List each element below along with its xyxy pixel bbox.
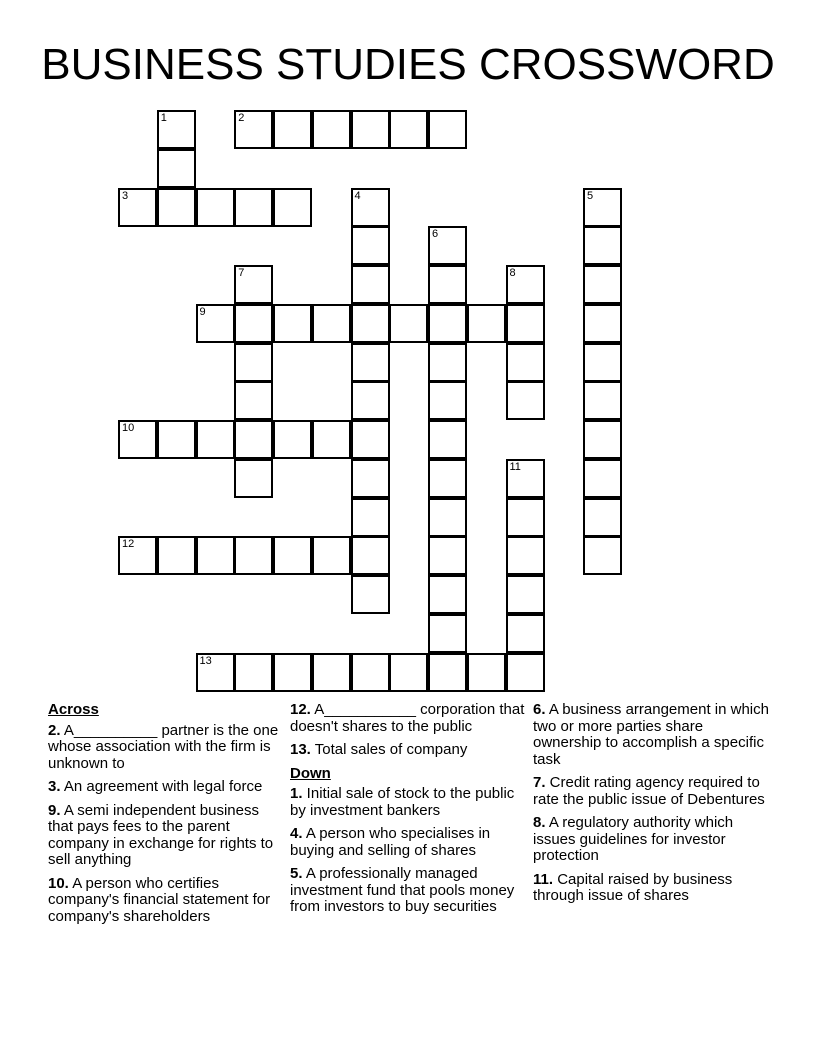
grid-cell[interactable]	[351, 536, 390, 575]
clue-across-3	[48, 779, 283, 796]
clue-down-6	[533, 702, 773, 768]
clue-down-7	[533, 775, 773, 808]
clue-text: A person who certifies company's financial statement for company's shareholders	[48, 874, 271, 925]
grid-cell[interactable]	[157, 420, 196, 459]
grid-cell[interactable]	[583, 498, 622, 537]
clue-text: A__________ partner is the one whose association with the firm is unknown to	[48, 721, 279, 772]
grid-cell[interactable]	[583, 459, 622, 498]
grid-cell[interactable]	[506, 498, 545, 537]
grid-cell[interactable]	[428, 304, 467, 343]
grid-cell[interactable]	[118, 536, 157, 575]
clue-number: 3.	[48, 778, 61, 795]
grid-cell[interactable]	[583, 381, 622, 420]
grid-cell[interactable]	[351, 343, 390, 382]
grid-cell[interactable]	[506, 459, 545, 498]
clue-across-10	[48, 876, 283, 926]
grid-cell[interactable]	[583, 226, 622, 265]
clue-number-label: 12	[122, 538, 135, 551]
page-title: BUSINESS STUDIES CROSSWORD	[41, 40, 775, 89]
clue-text: A regulatory authority which issues guidelines for investor protection	[533, 814, 734, 864]
clue-number: 4.	[290, 825, 303, 842]
clue-number-label: 11	[509, 460, 521, 473]
grid-cell[interactable]	[234, 653, 273, 692]
clue-number-label: 4	[354, 189, 361, 202]
grid-cell[interactable]	[428, 459, 467, 498]
down-heading: Down	[290, 764, 331, 782]
grid-cell[interactable]	[351, 459, 390, 498]
grid-cell[interactable]	[428, 110, 467, 149]
clue-across-12	[290, 702, 526, 735]
clue-number: 6.	[533, 701, 546, 718]
grid-cell[interactable]	[506, 265, 545, 304]
grid-cell[interactable]	[196, 188, 235, 227]
clue-across-9	[48, 803, 283, 869]
grid-cell[interactable]	[583, 420, 622, 459]
grid-cell[interactable]	[118, 188, 157, 227]
grid-cell[interactable]	[312, 110, 351, 149]
clues-column-1	[48, 702, 283, 932]
clue-down-4	[290, 826, 526, 859]
grid-cell[interactable]	[234, 420, 273, 459]
clues-column-2	[290, 702, 526, 923]
clue-text: A business arrangement in which two or more parties share ownership to accomplish a specific task	[533, 701, 769, 768]
grid-cell[interactable]	[351, 653, 390, 692]
clue-text: Initial sale of stock to the public by investment bankers	[290, 785, 515, 819]
grid-cell[interactable]	[428, 575, 467, 614]
grid-cell[interactable]	[389, 304, 428, 343]
grid-cell[interactable]	[351, 188, 390, 227]
grid-cell[interactable]	[428, 226, 467, 265]
grid-cell[interactable]	[351, 226, 390, 265]
grid-cell[interactable]	[467, 304, 506, 343]
grid-cell[interactable]	[351, 265, 390, 304]
clue-across-13	[290, 742, 526, 759]
clue-number: 8.	[533, 814, 546, 831]
grid-cell[interactable]	[312, 304, 351, 343]
grid-cell[interactable]	[506, 381, 545, 420]
grid-cell[interactable]	[234, 110, 273, 149]
grid-cell[interactable]	[428, 343, 467, 382]
grid-cell[interactable]	[312, 420, 351, 459]
clue-number: 13.	[290, 741, 311, 758]
grid-cell[interactable]	[351, 575, 390, 614]
grid-cell[interactable]	[583, 343, 622, 382]
grid-cell[interactable]	[506, 653, 545, 692]
clue-number: 7.	[533, 774, 546, 791]
grid-cell[interactable]	[506, 536, 545, 575]
grid-cell[interactable]	[583, 188, 622, 227]
grid-cell[interactable]	[234, 188, 273, 227]
grid-cell[interactable]	[157, 536, 196, 575]
clue-text: A___________ corporation that doesn't shares to the public	[290, 701, 525, 735]
grid-cell[interactable]	[273, 304, 312, 343]
clue-text: A professionally managed investment fund that pools money from investors to buy securities	[290, 865, 515, 915]
grid-cell[interactable]	[583, 304, 622, 343]
clue-across-2	[48, 723, 283, 773]
clue-text: Total sales of company	[310, 741, 468, 758]
grid-cell[interactable]	[389, 110, 428, 149]
grid-cell[interactable]	[273, 110, 312, 149]
grid-cell[interactable]	[351, 110, 390, 149]
clues-column-3	[533, 702, 773, 912]
clue-number: 10.	[48, 874, 69, 892]
grid-cell[interactable]	[428, 614, 467, 653]
grid-cell[interactable]	[428, 536, 467, 575]
across-heading: Across	[48, 701, 99, 718]
grid-cell[interactable]	[428, 381, 467, 420]
clue-number-label: 6	[432, 228, 439, 241]
grid-cell[interactable]	[506, 614, 545, 653]
clue-text: An agreement with legal force	[60, 778, 263, 795]
clue-down-1	[290, 786, 526, 819]
grid-cell[interactable]	[389, 653, 428, 692]
grid-cell[interactable]	[196, 304, 235, 343]
grid-cell[interactable]	[583, 536, 622, 575]
grid-cell[interactable]	[273, 653, 312, 692]
clue-number-label: 3	[122, 189, 129, 202]
clue-down-11	[533, 872, 773, 905]
clue-number-label: 8	[509, 267, 516, 279]
grid-cell[interactable]	[273, 188, 312, 227]
grid-cell[interactable]	[234, 304, 273, 343]
grid-cell[interactable]	[196, 420, 235, 459]
clue-number: 11.	[533, 870, 554, 888]
grid-cell[interactable]	[196, 653, 235, 692]
grid-cell[interactable]	[351, 304, 390, 343]
grid-cell[interactable]	[234, 459, 273, 498]
clue-number: 2.	[48, 721, 61, 739]
clue-text: Credit rating agency required to rate the public issue of Debentures	[533, 774, 765, 808]
grid-cell[interactable]	[312, 653, 351, 692]
clue-text: A person who specialises in buying and selling of shares	[290, 825, 491, 859]
grid-cell[interactable]	[273, 420, 312, 459]
grid-cell[interactable]	[428, 653, 467, 692]
grid-cell[interactable]	[157, 188, 196, 227]
clue-number: 12.	[290, 701, 311, 718]
grid-cell[interactable]	[428, 420, 467, 459]
clue-number-label: 1	[160, 112, 167, 124]
clue-text: A semi independent business that pays fees to the parent company in exchange for rights to sell anything	[48, 801, 274, 868]
grid-cell[interactable]	[428, 265, 467, 304]
grid-cell[interactable]	[157, 110, 196, 149]
grid-cell[interactable]	[196, 536, 235, 575]
clue-down-5	[290, 866, 526, 916]
grid-cell[interactable]	[351, 498, 390, 537]
clue-number-label: 10	[122, 422, 135, 434]
clue-down-8	[533, 815, 773, 865]
grid-cell[interactable]	[273, 536, 312, 575]
grid-cell[interactable]	[467, 653, 506, 692]
grid-cell[interactable]	[506, 343, 545, 382]
grid-cell[interactable]	[157, 149, 196, 188]
clue-number: 1.	[290, 785, 303, 802]
clue-number-label: 9	[199, 305, 206, 318]
clue-number-label: 5	[587, 189, 594, 202]
clue-number-label: 2	[238, 112, 245, 124]
grid-cell[interactable]	[312, 536, 351, 575]
clue-number-label: 7	[238, 267, 245, 279]
clue-number-label: 13	[199, 654, 212, 667]
grid-cell[interactable]	[351, 381, 390, 420]
grid-cell[interactable]	[506, 575, 545, 614]
grid-cell[interactable]	[583, 265, 622, 304]
clue-number: 9.	[48, 801, 61, 819]
grid-cell[interactable]	[506, 304, 545, 343]
grid-cell[interactable]	[234, 265, 273, 304]
grid-cell[interactable]	[234, 381, 273, 420]
clue-text: Capital raised by business through issue of shares	[533, 870, 733, 904]
grid-cell[interactable]	[428, 498, 467, 537]
grid-cell[interactable]	[351, 420, 390, 459]
grid-cell[interactable]	[118, 420, 157, 459]
grid-cell[interactable]	[234, 343, 273, 382]
clue-number: 5.	[290, 865, 303, 882]
grid-cell[interactable]	[234, 536, 273, 575]
